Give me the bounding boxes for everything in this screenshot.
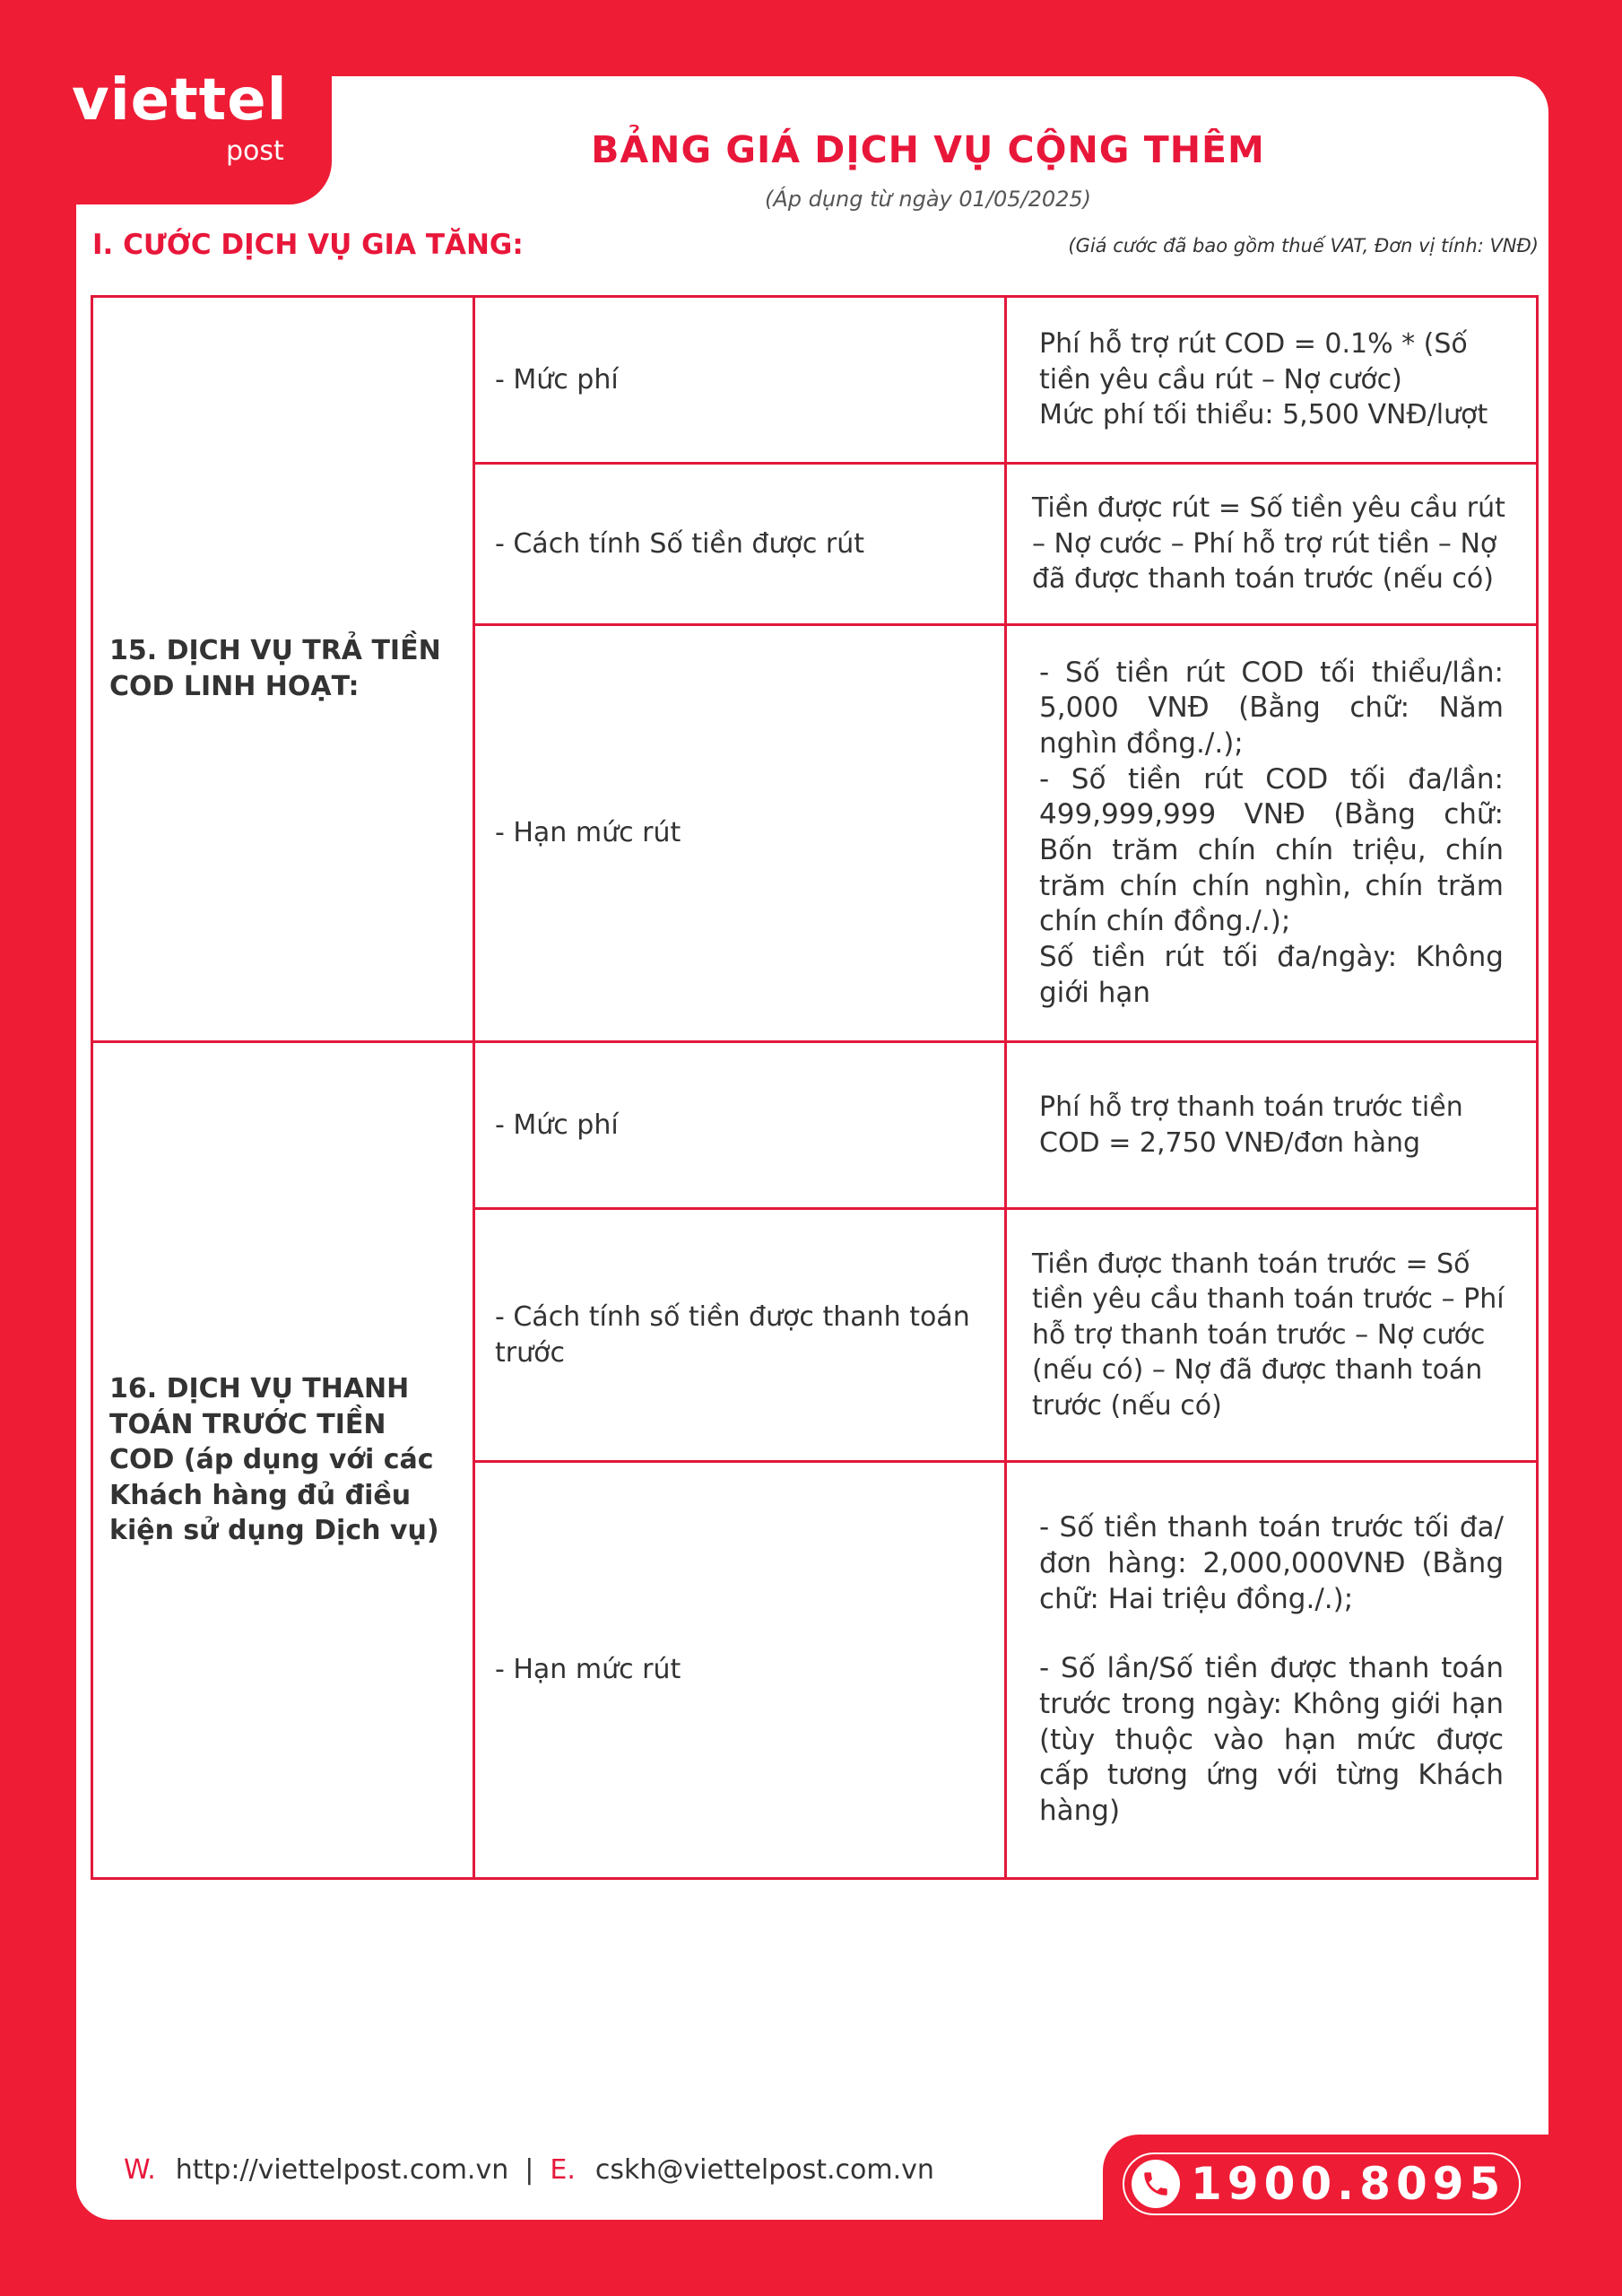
value-line: - Số lần/Số tiền được thanh toán trước trong ngày: Không giới hạn (tùy thuộc vào hạn mức được cấp tương ứng với từng Khách hàng)	[1039, 1652, 1504, 1828]
table-row	[92, 1042, 1538, 1209]
row-item-label: - Cách tính Số tiền được rút	[474, 464, 1006, 625]
viettel-logo-sub: post	[226, 135, 284, 167]
value-line: Phí hỗ trợ thanh toán trước tiền COD = 2,750 VNĐ/đơn hàng	[1039, 1091, 1463, 1159]
pricing-table	[91, 295, 1539, 1880]
web-label: W.	[124, 2154, 156, 2186]
row-value	[1006, 625, 1538, 1042]
row-item-label: - Mức phí	[474, 1042, 1006, 1209]
value-line: Tiền được rút = Số tiền yêu cầu rút – Nợ cước – Phí hỗ trợ rút tiền – Nợ đã được thanh toán trước (nếu có)	[1032, 492, 1505, 596]
row-item-label: - Hạn mức rút	[474, 1462, 1006, 1879]
footer-separator: |	[525, 2154, 534, 2186]
value-line: Phí hỗ trợ rút COD = 0.1% * (Số tiền yêu cầu rút – Nợ cước)	[1039, 328, 1468, 396]
row-item-label: - Hạn mức rút	[474, 625, 1006, 1042]
service-name-16: 16. DỊCH VỤ THANH TOÁN TRƯỚC TIỀN COD (áp dụng với các Khách hàng đủ điều kiện sử dụng Dịch vụ)	[92, 1042, 474, 1879]
value-line: - Số tiền rút COD tối đa/lần: 499,999,999 VNĐ (Bằng chữ: Bốn trăm chín chín triệu, chín trăm chín chín nghìn, chín trăm chín chín đồng./.);	[1039, 762, 1504, 938]
website-link[interactable]: http://viettelpost.com.vn	[175, 2154, 509, 2186]
value-line: - Số tiền thanh toán trước tối đa/đơn hàng: 2,000,000VNĐ (Bằng chữ: Hai triệu đồng./.);	[1039, 1511, 1504, 1615]
service-name-15: 15. DỊCH VỤ TRẢ TIỀN COD LINH HOẠT:	[92, 297, 474, 1042]
row-value	[1006, 1042, 1538, 1209]
section-title: I. CƯỚC DỊCH VỤ GIA TĂNG:	[92, 229, 524, 261]
value-line: Mức phí tối thiểu: 5,500 VNĐ/lượt	[1039, 399, 1488, 431]
hotline-badge[interactable]	[1123, 2152, 1521, 2215]
value-line: Tiền được thanh toán trước = Số tiền yêu cầu thanh toán trước – Phí hỗ trợ thanh toán trước – Nợ cước (nếu có) – Nợ đã được thanh toán trước (nếu có)	[1032, 1248, 1505, 1422]
value-line: Số tiền rút tối đa/ngày: Không giới hạn	[1039, 941, 1504, 1009]
phone-icon	[1132, 2160, 1180, 2208]
row-item-label: - Cách tính số tiền được thanh toán trước	[474, 1209, 1006, 1462]
row-value	[1006, 1462, 1538, 1879]
document-title: BẢNG GIÁ DỊCH VỤ CỘNG THÊM	[591, 128, 1265, 171]
table-row	[92, 297, 1538, 464]
vat-note: (Giá cước đã bao gồm thuế VAT, Đơn vị tính: VNĐ)	[1068, 235, 1539, 257]
row-value	[1006, 464, 1538, 625]
footer-contact	[124, 2154, 934, 2186]
value-line: - Số tiền rút COD tối thiểu/lần: 5,000 VNĐ (Bằng chữ: Năm nghìn đồng./.);	[1039, 656, 1504, 760]
document-subtitle: (Áp dụng từ ngày 01/05/2025)	[764, 187, 1092, 212]
row-value	[1006, 297, 1538, 464]
row-item-label: - Mức phí	[474, 297, 1006, 464]
hotline-number: 1900.8095	[1191, 2158, 1506, 2210]
viettel-logo: viettel	[72, 67, 288, 134]
email-link[interactable]: cskh@viettelpost.com.vn	[594, 2154, 934, 2186]
email-label: E.	[550, 2154, 576, 2186]
row-value	[1006, 1209, 1538, 1462]
